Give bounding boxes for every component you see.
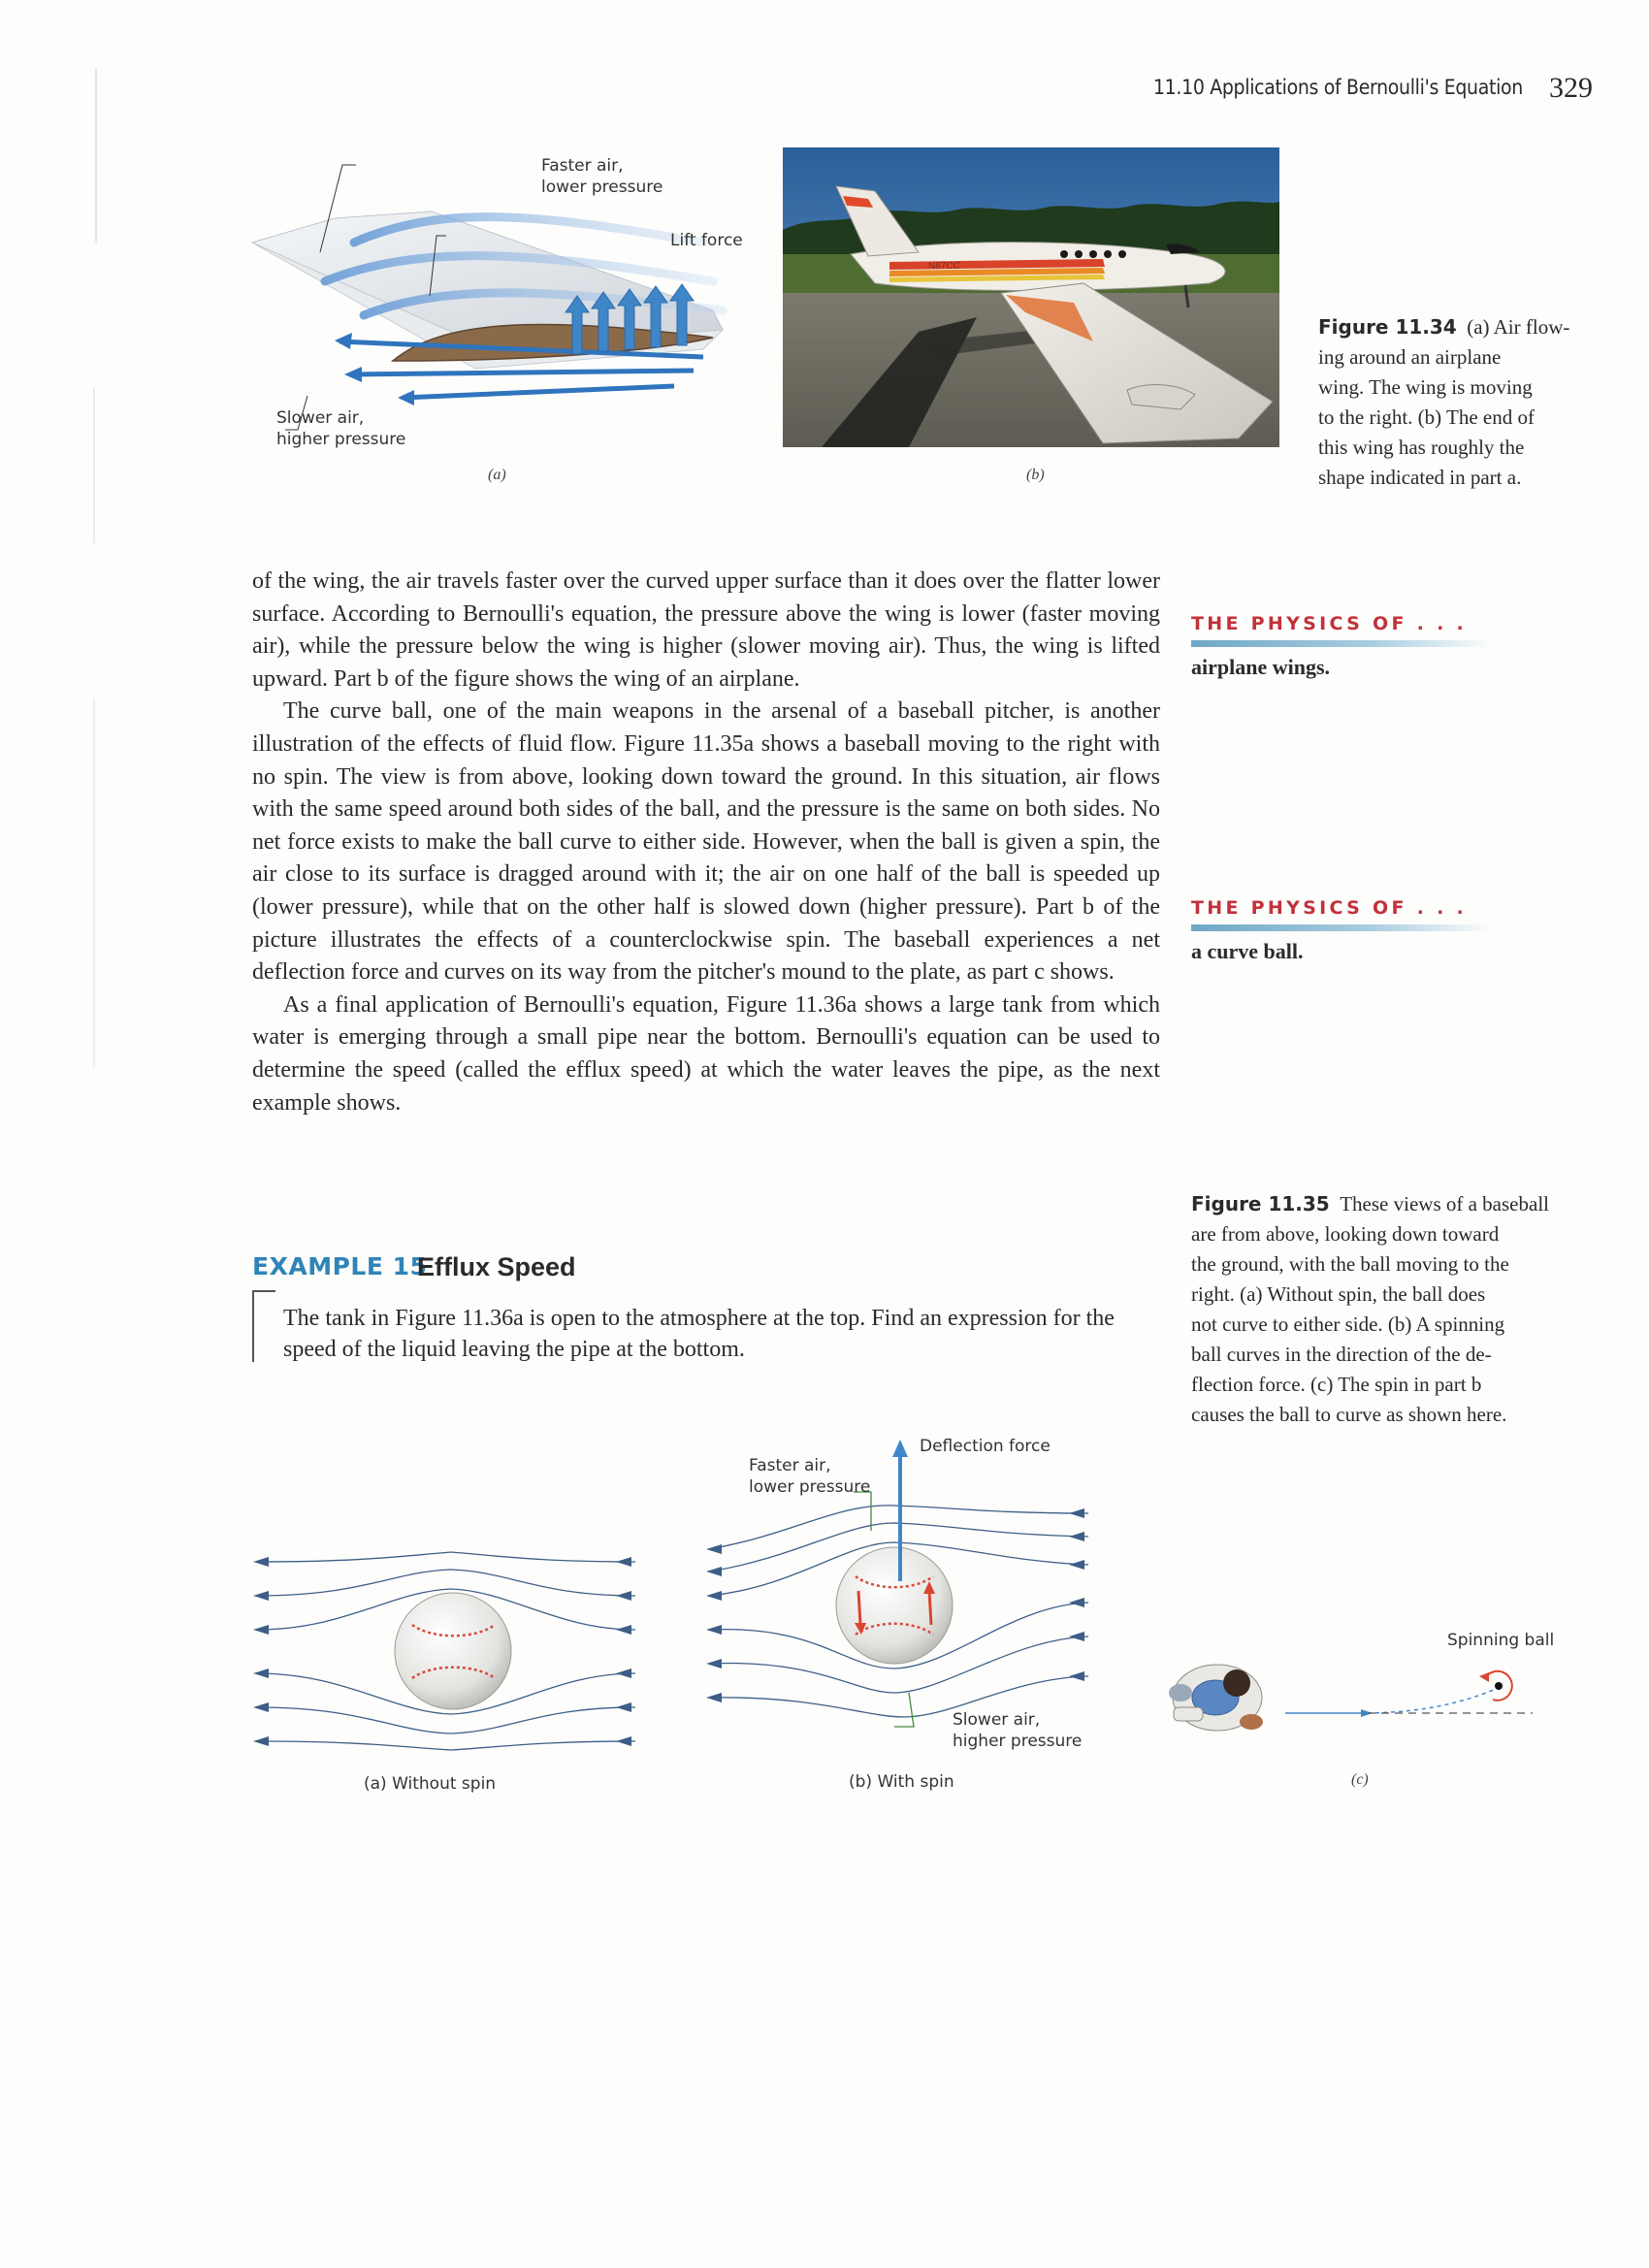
caption-line: flection force. (c) The spin in part b — [1191, 1373, 1482, 1396]
label-faster-air — [541, 155, 663, 198]
caption-line: not curve to either side. (b) A spinning — [1191, 1312, 1505, 1336]
figure-11-35-caption — [1191, 1189, 1599, 1430]
figure-11-34-label: Figure 11.34 — [1318, 315, 1457, 339]
label-slower-air-ball-line1: Slower air, — [953, 1710, 1041, 1730]
example-bracket — [252, 1290, 275, 1362]
caption-line: right. (a) Without spin, the ball does — [1191, 1282, 1486, 1306]
caption-line — [1318, 312, 1600, 342]
baseball-with-spin — [836, 1547, 953, 1664]
caption-line: wing. The wing is moving — [1318, 375, 1533, 399]
figure-11-34-caption — [1318, 312, 1600, 493]
running-head: 11.10 Applications of Bernoulli's Equation — [1152, 76, 1523, 99]
figure-11-35-label: Figure 11.35 — [1191, 1192, 1330, 1215]
caption-line: to the right. (b) The end of — [1318, 405, 1535, 429]
baseball-no-spin — [395, 1593, 511, 1709]
caption-line: ball curves in the direction of the de- — [1191, 1343, 1492, 1366]
figure-11-35b-with-spin — [700, 1436, 1098, 1766]
physics-sidebar-wings — [1191, 613, 1492, 680]
label-faster-air-line1: Faster air, — [541, 156, 624, 176]
label-slower-air — [276, 407, 405, 450]
caption-line — [1191, 1189, 1599, 1219]
paragraph-curve-ball: The curve ball, one of the main weapons in the arsenal of a baseball pitcher, is another illustration of the effects of fluid flow. Figure 11.35a shows a baseball moving to the right with no spin. The view is from above, looking down toward the ground. In this situation, air flows with the same speed around both sides of the ball, and the pressure is the same on both sides. No net force exists to make the ball curve to either side. However, when the ball is given a spin, the air close to its surface is dragged around with it; the air on one half of the ball is speeded up (lower pressure), while that on the other half is slowed down (higher pressure). Part b of the picture illustrates the effects of a counterclockwise spin. The baseball experiences a net deflection force and curves on its way from the pitcher's mound to the plate, as part c shows. — [252, 698, 1160, 986]
example-title: Efflux Speed — [417, 1252, 576, 1281]
paragraph-wing: of the wing, the air travels faster over the curved upper surface than it does over the flatter lower surface. According to Bernoulli's equation, the pressure above the wing is lower (faster moving air), while the pressure below the wing is higher (slower moving air). Thus, the wing is lifted upward. Part b of the figure shows the wing of an airplane. — [252, 568, 1160, 692]
example-text: The tank in Figure 11.36a is open to the atmosphere at the top. Find an expression for the speed of the liquid leaving the pipe at the bottom. — [283, 1306, 1115, 1362]
label-faster-air-line2: lower pressure — [541, 178, 663, 197]
caption-line: the ground, with the ball moving to the — [1191, 1252, 1509, 1276]
label-lift-force: Lift force — [670, 231, 743, 250]
fig-11-34-panel-a: (a) — [488, 467, 506, 483]
caption-text: These views of a baseball — [1340, 1192, 1549, 1215]
spinning-ball — [1495, 1682, 1503, 1690]
figure-11-35a-no-spin — [247, 1542, 655, 1766]
airplane-photo-image — [783, 147, 1279, 447]
photo-tail-number: N87CC — [928, 261, 960, 272]
paragraph-efflux: As a final application of Bernoulli's equation, Figure 11.36a shows a large tank from which water is emerging through a small pipe near the bottom. Bernoulli's equation can be used to determine the speed (called the efflux speed) at which the water leaves the pipe, as the next example shows. — [252, 991, 1160, 1116]
physics-of-bar — [1191, 924, 1492, 931]
label-faster-air-ball — [749, 1455, 870, 1498]
figure-11-34a-wing-diagram — [247, 146, 771, 495]
label-deflection-force: Deflection force — [920, 1437, 1051, 1456]
pitcher-illustration — [1159, 1630, 1557, 1775]
caption-line: this wing has roughly the — [1318, 436, 1525, 459]
label-slower-air-ball-line2: higher pressure — [953, 1732, 1083, 1751]
scan-mark — [93, 698, 95, 1067]
physics-sidebar-curve-ball — [1191, 897, 1492, 964]
physics-topic: airplane wings. — [1191, 655, 1331, 679]
fig-11-34-panel-b: (b) — [1026, 467, 1045, 483]
body-text — [252, 566, 1160, 1119]
streamlines-no-spin — [247, 1542, 655, 1766]
caption-line: are from above, looking down toward — [1191, 1222, 1500, 1246]
airplane-photo — [783, 147, 1279, 447]
caption-line: shape indicated in part a. — [1318, 466, 1522, 489]
scan-mark — [95, 68, 97, 243]
label-slower-air-ball — [953, 1709, 1082, 1752]
physics-of-heading: THE PHYSICS OF . . . — [1191, 613, 1468, 634]
example-label: EXAMPLE 15 — [252, 1252, 428, 1280]
scan-mark — [93, 388, 95, 543]
deflection-arrow-icon — [892, 1440, 908, 1457]
label-with-spin: (b) With spin — [849, 1772, 954, 1792]
caption-line: ing around an airplane — [1318, 345, 1502, 369]
spin-arrow-icon — [1479, 1672, 1489, 1682]
figure-11-35c-pitcher — [1159, 1630, 1557, 1775]
physics-of-heading: THE PHYSICS OF . . . — [1191, 897, 1468, 919]
label-faster-air-ball-line2: lower pressure — [749, 1477, 871, 1497]
label-faster-air-ball-line1: Faster air, — [749, 1456, 831, 1475]
physics-of-bar — [1191, 640, 1492, 647]
label-spinning-ball: Spinning ball — [1447, 1631, 1555, 1650]
caption-line: causes the ball to curve as shown here. — [1191, 1403, 1507, 1426]
fig-11-35-panel-c: (c) — [1351, 1771, 1369, 1788]
label-without-spin: (a) Without spin — [364, 1774, 497, 1794]
label-slower-air-line1: Slower air, — [276, 408, 365, 428]
page-number: 329 — [1549, 72, 1593, 104]
physics-topic: a curve ball. — [1191, 939, 1304, 963]
caption-text: (a) Air flow- — [1467, 315, 1570, 339]
label-slower-air-line2: higher pressure — [276, 430, 406, 449]
